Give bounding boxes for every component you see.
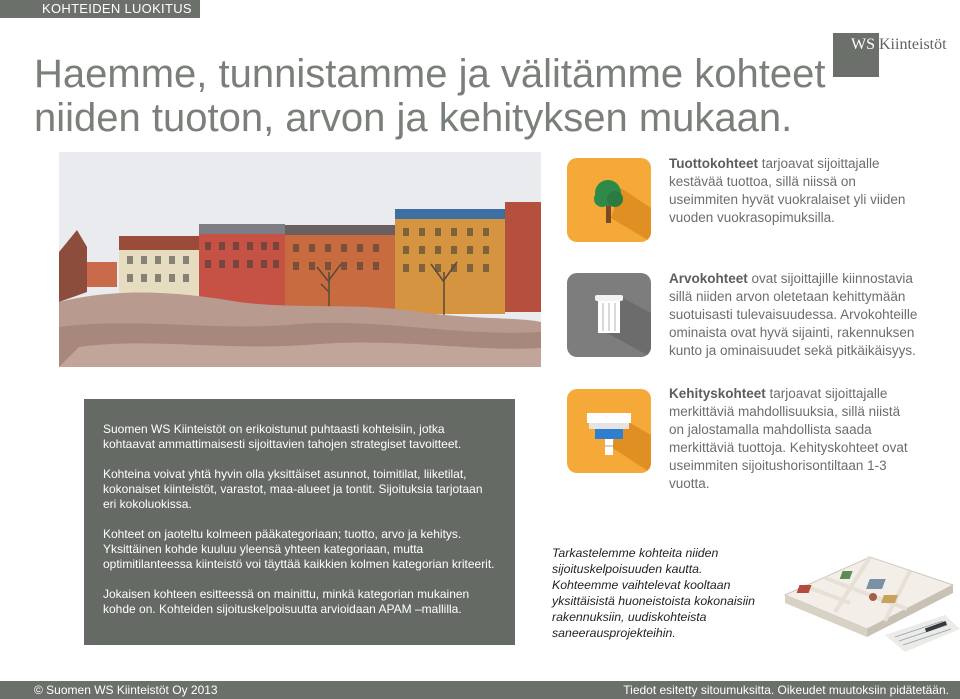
info-paragraph-3: Kohteet on jaoteltu kolmeen pääkategoriaan; tuotto, arvo ja kehitys. Yksittäinen kohde kuuluu yleensä yhteen kategoriaan, mutta optimitilanteessa kiinteistö voi täyttää kaikkien kolmen kategorian kriteerit. — [103, 527, 495, 571]
tuotto-title: Tuottokohteet — [669, 156, 758, 171]
arvo-description — [669, 270, 919, 360]
tuotto-icon-tile — [567, 158, 651, 242]
arvo-icon-tile — [567, 273, 651, 357]
info-paragraph-4: Jokaisen kohteen esitteessä on mainittu, minkä kategorian mukainen kohde on. Kohteiden sijoituskelpoisuutta arvioidaan APAM –mallilla. — [103, 587, 470, 616]
kehitys-icon-tile — [567, 389, 651, 473]
info-box — [84, 399, 515, 645]
tuotto-description — [669, 155, 909, 227]
footer-disclaimer: Tiedot esitetty sitoumuksitta. Oikeudet muutoksiin pidätetään. — [623, 683, 949, 697]
kehitys-text: tarjoavat sijoittajalle merkittäviä mahdollisuuksia, sillä niistä on jalostamalla mahdollista saada merkittäviä tuottoja. Kehityskohteet ovat useimmiten sijoitushorisontiltaan 1-3 vuotta. — [669, 386, 908, 491]
floorplan-illustration — [775, 537, 960, 657]
logo — [851, 36, 947, 54]
footer-copyright: © Suomen WS Kiinteistöt Oy 2013 — [34, 683, 218, 697]
column-icon — [567, 273, 651, 357]
tree-icon — [567, 158, 651, 242]
section-title: KOHTEIDEN LUOKITUS — [42, 1, 192, 16]
buildings-photo — [59, 152, 541, 367]
page-headline: Haemme, tunnistamme ja välitämme kohteet niiden tuoton, arvon ja kehityksen mukaan. — [34, 52, 826, 140]
tuotto-text: tarjoavat sijoittajalle kestävää tuottoa, sillä niissä on useimmiten hyvät vuokralaiset yli viiden vuoden vuokrasopimuksilla. — [669, 156, 906, 225]
logo-ws: WS — [851, 36, 875, 53]
logo-name: Kiinteistöt — [879, 36, 947, 53]
arvo-title: Arvokohteet — [669, 271, 748, 286]
portfolio-note: Tarkastelemme kohteita niiden sijoituskelpoisuuden kautta. Kohteemme vaihtelevat kooltaan yksittäisistä huoneistoista kokonaisiin rakennuksiin, uudiskohteista saneerausprojekteihin. — [552, 546, 756, 640]
arvo-text: ovat sijoittajille kiinnostavia sillä niiden arvon oletetaan kehittymään suotuisasti tulevaisuudessa. Arvokohteille ominaista ovat hyvä sijainti, rakennuksen kunto ja ominaisuudet sekä pitkäikäisyys. — [669, 271, 918, 358]
info-paragraph-1: Suomen WS Kiinteistöt on erikoistunut puhtaasti kohteisiin, jotka kohtaavat ammattimaisesti sijoittavien tahojen strategiset tavoitteet. — [103, 422, 462, 451]
section-title-bar — [0, 0, 200, 18]
footer-bar — [0, 681, 960, 699]
info-paragraph-2: Kohteina voivat yhtä hyvin olla yksittäiset asunnot, toimitilat, liiketilat, kokonaiset kiinteistöt, varastot, maa-alueet ja tontit. Sijoituksia tarjotaan eri kokoluokissa. — [103, 467, 483, 511]
kehitys-title: Kehityskohteet — [669, 386, 766, 401]
kehitys-description — [669, 385, 909, 493]
paintbrush-icon — [567, 389, 651, 473]
